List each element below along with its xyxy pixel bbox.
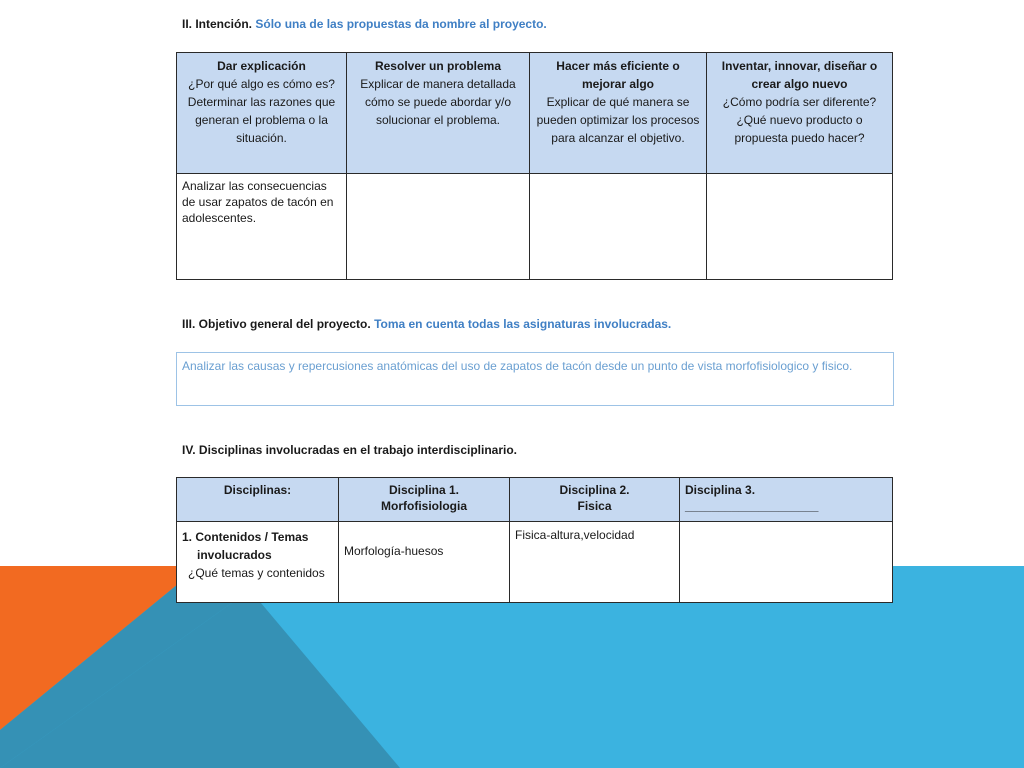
intention-table: [176, 52, 893, 280]
section-iii-label: III. Objetivo general del proyecto.: [182, 317, 371, 331]
intention-header-title: Dar explicación: [217, 59, 306, 73]
disciplines-header-label: Disciplinas:: [223, 483, 292, 497]
intention-answer-cell[interactable]: [347, 174, 530, 280]
objective-text-box[interactable]: Analizar las causas y repercusiones anatómicas del uso de zapatos de tacón desde un punto de vista morfofisiologico y fisico.: [176, 352, 894, 406]
intention-header-title: Hacer más eficiente o mejorar algo: [556, 59, 680, 91]
intention-header-cell: [347, 53, 530, 174]
intention-header-body: ¿Cómo podría ser diferente? ¿Qué nuevo producto o propuesta puedo hacer?: [722, 95, 877, 145]
section-iii-hint: Toma en cuenta todas las asignaturas involucradas.: [374, 317, 672, 331]
section-iii-heading: [182, 317, 671, 331]
discipline-1-content-cell[interactable]: [339, 522, 510, 603]
discipline-1-content: Morfología-huesos: [344, 544, 444, 558]
discipline-3-content-cell[interactable]: [680, 522, 893, 603]
intention-header-title: Resolver un problema: [374, 59, 502, 73]
intention-header-body: ¿Por qué algo es cómo es? Determinar las razones que generan el problema o la situación.: [187, 77, 336, 145]
disciplines-header-cell: [177, 478, 339, 522]
discipline-3-label: Disciplina 3. ____________________: [685, 483, 819, 513]
discipline-2-content-cell[interactable]: [510, 522, 680, 603]
section-ii-label: II. Intención.: [182, 17, 253, 31]
discipline-2-content: Fisica-altura,velocidad: [515, 528, 635, 542]
intention-header-title: Inventar, innovar, diseñar o crear algo nuevo: [721, 59, 878, 91]
intention-answer-cell[interactable]: Analizar las consecuencias de usar zapatos de tacón en adolescentes.: [177, 174, 347, 280]
intention-header-cell: [530, 53, 707, 174]
intention-header-cell: [177, 53, 347, 174]
disciplines-table: [176, 477, 893, 603]
section-iv-heading: [182, 443, 517, 457]
section-iv-label: IV. Disciplinas involucradas en el trabajo interdisciplinario.: [182, 443, 517, 457]
intention-header-body: Explicar de manera detallada cómo se puede abordar y/o solucionar el problema.: [360, 77, 516, 127]
contents-row-label: [177, 522, 339, 603]
discipline-1-label: Disciplina 1.: [388, 483, 460, 497]
intention-answer-cell[interactable]: [707, 174, 893, 280]
section-ii-hint: Sólo una de las propuestas da nombre al proyecto.: [255, 17, 547, 31]
discipline-1-name: Morfofisiologia: [381, 499, 467, 513]
intention-header-row: [177, 53, 893, 174]
contents-row-label-line: ¿Qué temas y contenidos: [188, 566, 325, 580]
intention-header-body: Explicar de qué manera se pueden optimizar los procesos para alcanzar el objetivo.: [536, 95, 700, 145]
intention-header-cell: [707, 53, 893, 174]
discipline-2-name: Fisica: [577, 499, 612, 513]
discipline-3-header: [680, 478, 893, 522]
contents-row-label-line: 1. Contenidos / Temas: [182, 530, 309, 544]
intention-answer-row: [177, 174, 893, 280]
disciplines-content-row: [177, 522, 893, 603]
intention-answer-cell[interactable]: [530, 174, 707, 280]
discipline-2-header: [510, 478, 680, 522]
discipline-1-header: [339, 478, 510, 522]
disciplines-header-row: [177, 478, 893, 522]
section-ii-heading: [182, 17, 547, 31]
discipline-2-label: Disciplina 2.: [559, 483, 630, 497]
contents-row-label-line: involucrados: [197, 548, 272, 562]
